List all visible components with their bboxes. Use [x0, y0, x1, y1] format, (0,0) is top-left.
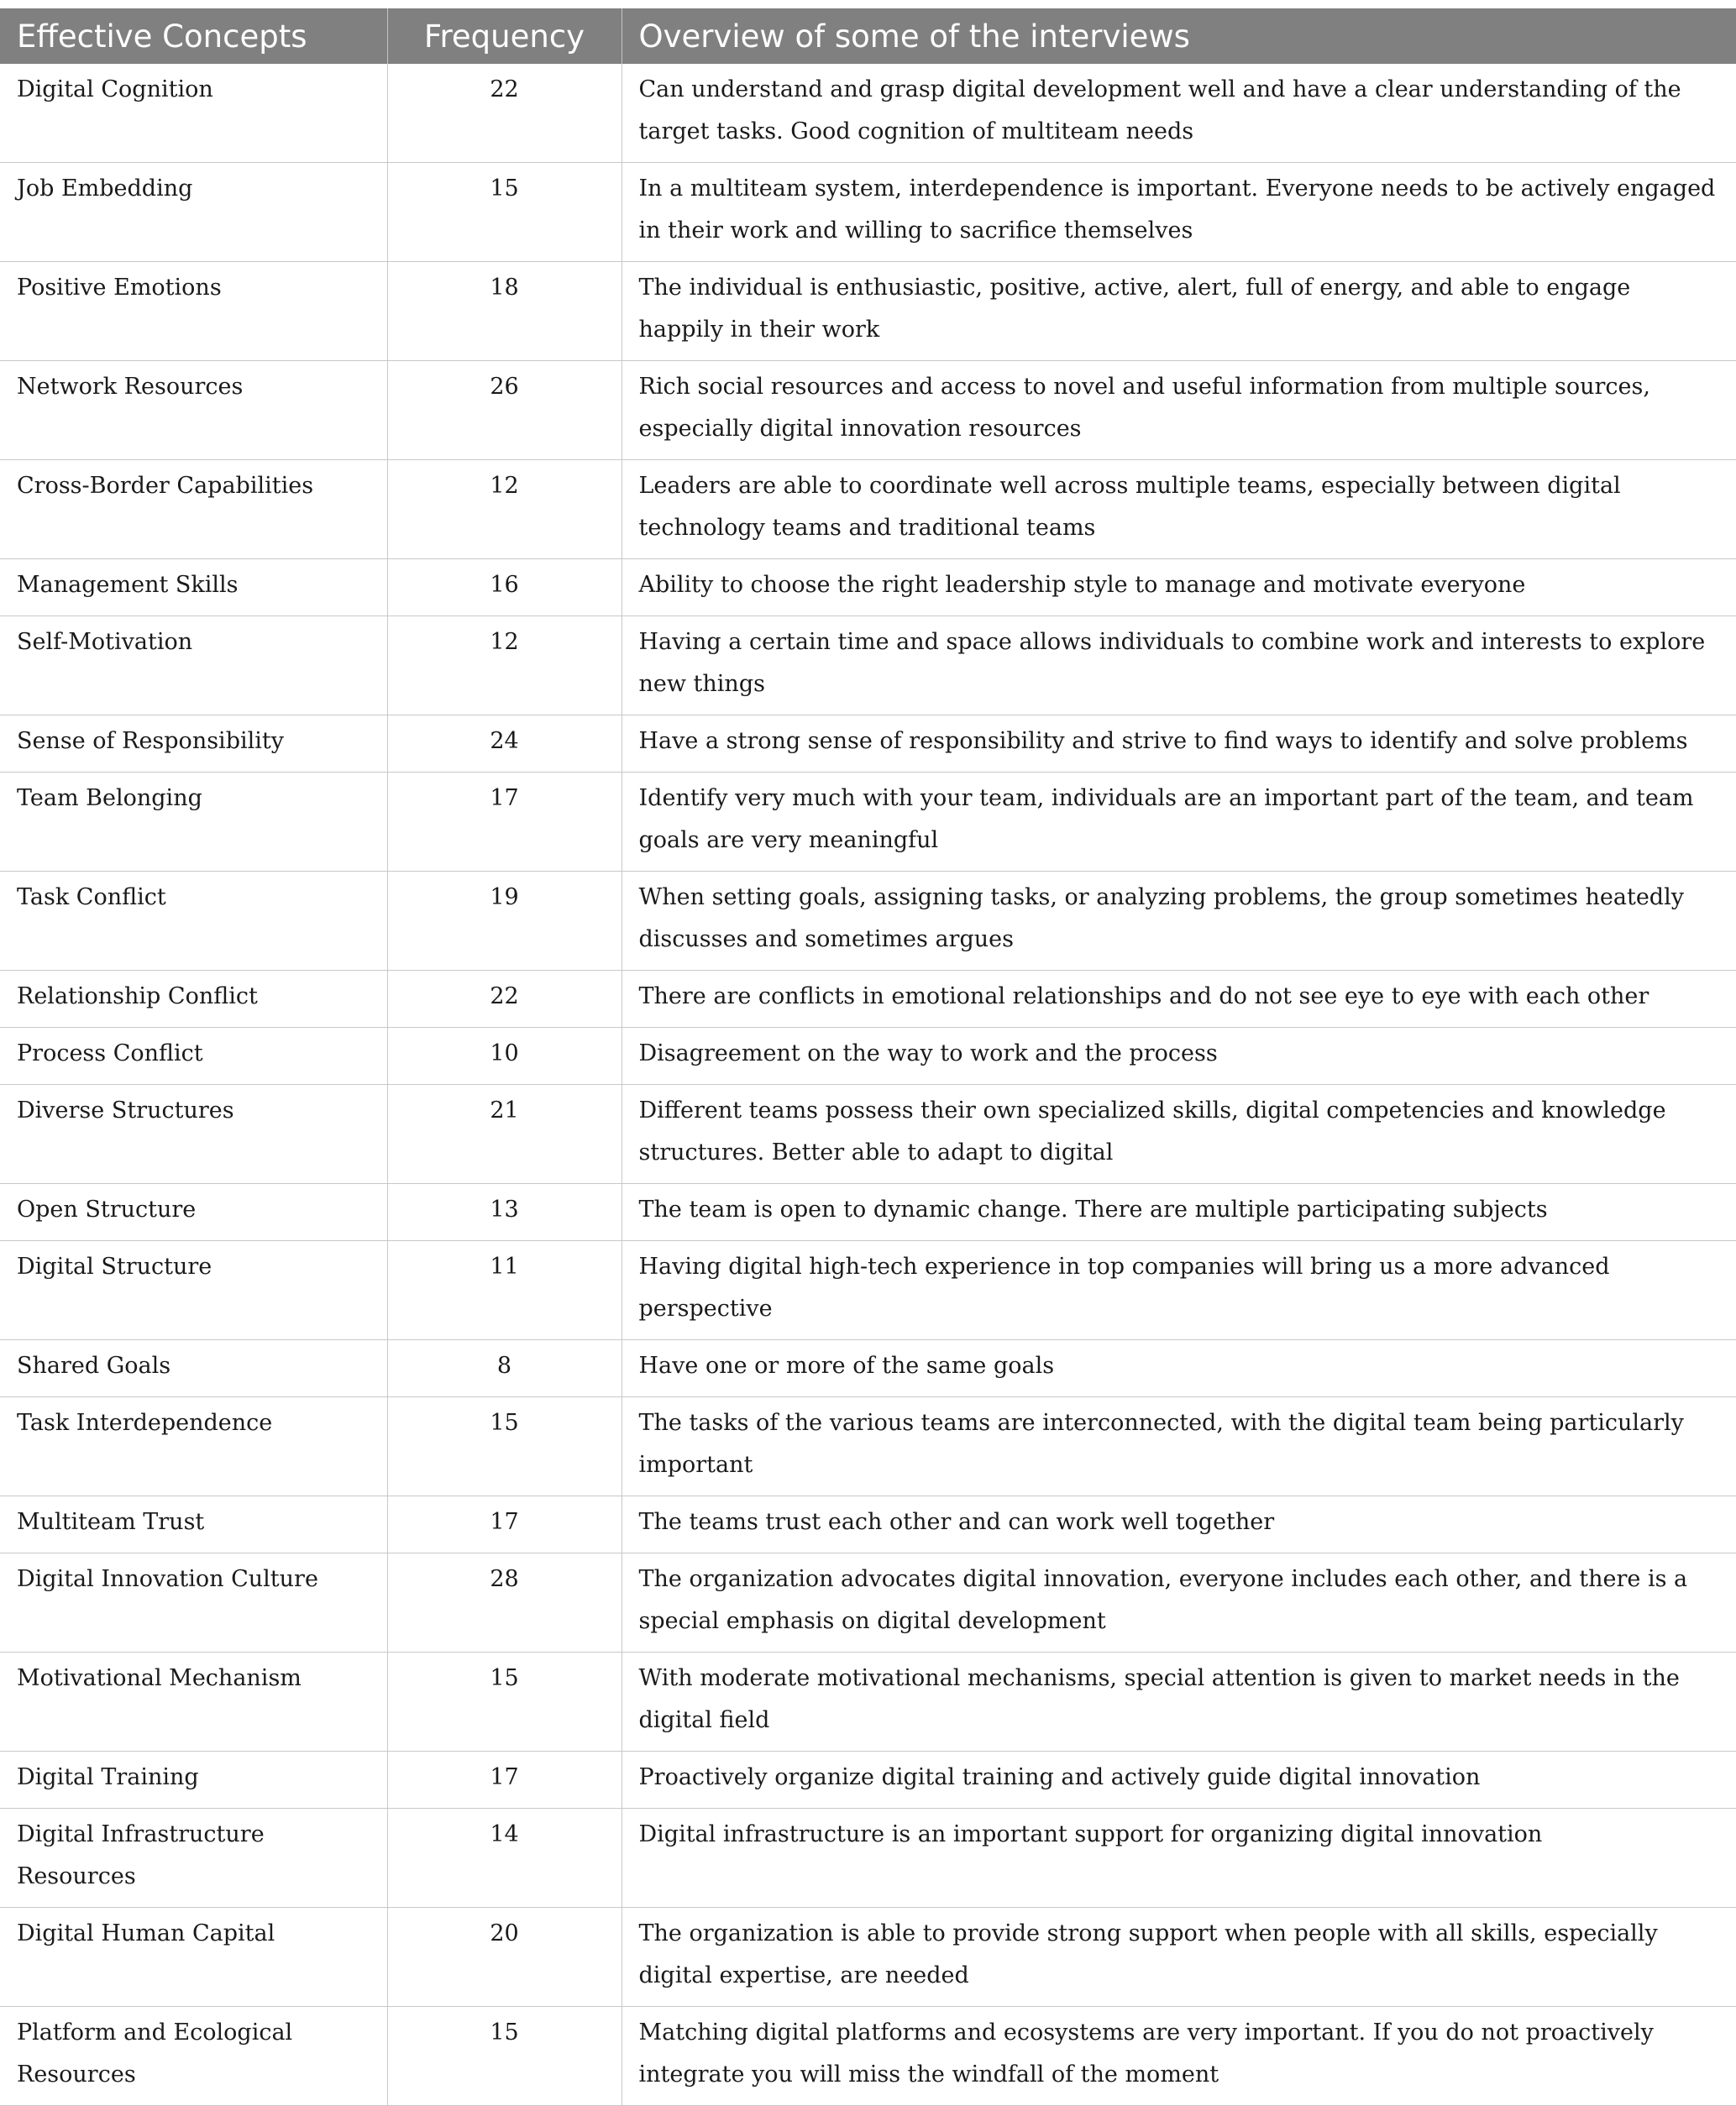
- concept-cell: Digital Infrastructure Resources: [0, 1809, 387, 1908]
- table-row: [0, 361, 1736, 460]
- concept-cell: Cross-Border Capabilities: [0, 460, 387, 559]
- table-row: [0, 1752, 1736, 1809]
- table-row: [0, 1653, 1736, 1752]
- table-row: [0, 971, 1736, 1028]
- concept-cell: Digital Human Capital: [0, 1908, 387, 2007]
- concept-cell: Open Structure: [0, 1184, 387, 1241]
- concept-cell: Platform and Ecological Resources: [0, 2007, 387, 2106]
- overview-cell: Rich social resources and access to novel and useful information from multiple sources, especially digital innovation resources: [621, 361, 1736, 460]
- overview-cell: In a multiteam system, interdependence is important. Everyone needs to be actively engaged in their work and willing to sacrifice themselves: [621, 163, 1736, 262]
- frequency-cell: 28: [387, 1553, 621, 1653]
- concept-cell: Digital Innovation Culture: [0, 1553, 387, 1653]
- concept-cell: Self-Motivation: [0, 616, 387, 715]
- header-row: [0, 8, 1736, 64]
- concept-cell: Positive Emotions: [0, 262, 387, 361]
- concepts-table: [0, 8, 1736, 2106]
- concept-cell: Process Conflict: [0, 1028, 387, 1085]
- header-effective-concepts: Effective Concepts: [0, 8, 387, 64]
- concept-cell: Task Interdependence: [0, 1397, 387, 1496]
- overview-cell: With moderate motivational mechanisms, special attention is given to market needs in the digital field: [621, 1653, 1736, 1752]
- overview-cell: There are conflicts in emotional relationships and do not see eye to eye with each other: [621, 971, 1736, 1028]
- frequency-cell: 18: [387, 262, 621, 361]
- concept-cell: Multiteam Trust: [0, 1496, 387, 1553]
- concept-cell: Network Resources: [0, 361, 387, 460]
- frequency-cell: 17: [387, 1496, 621, 1553]
- table-header: [0, 8, 1736, 64]
- overview-cell: The teams trust each other and can work well together: [621, 1496, 1736, 1553]
- table-row: [0, 1184, 1736, 1241]
- overview-cell: Having digital high-tech experience in top companies will bring us a more advanced perspective: [621, 1241, 1736, 1340]
- table-row: [0, 1028, 1736, 1085]
- table-row: [0, 262, 1736, 361]
- overview-cell: When setting goals, assigning tasks, or analyzing problems, the group sometimes heatedly discusses and sometimes argues: [621, 872, 1736, 971]
- table-row: [0, 1397, 1736, 1496]
- table-row: [0, 1809, 1736, 1908]
- overview-cell: Identify very much with your team, individuals are an important part of the team, and team goals are very meaningful: [621, 773, 1736, 872]
- header-overview: Overview of some of the interviews: [621, 8, 1736, 64]
- frequency-cell: 14: [387, 1809, 621, 1908]
- overview-cell: The organization is able to provide strong support when people with all skills, especially digital expertise, are needed: [621, 1908, 1736, 2007]
- header-frequency: Frequency: [387, 8, 621, 64]
- frequency-cell: 17: [387, 1752, 621, 1809]
- frequency-cell: 19: [387, 872, 621, 971]
- table-row: [0, 1908, 1736, 2007]
- overview-cell: Having a certain time and space allows individuals to combine work and interests to explore new things: [621, 616, 1736, 715]
- table-row: [0, 2007, 1736, 2106]
- overview-cell: The organization advocates digital innovation, everyone includes each other, and there is a special emphasis on digital development: [621, 1553, 1736, 1653]
- frequency-cell: 8: [387, 1340, 621, 1397]
- concept-cell: Job Embedding: [0, 163, 387, 262]
- overview-cell: Have a strong sense of responsibility and strive to find ways to identify and solve problems: [621, 715, 1736, 773]
- table-row: [0, 715, 1736, 773]
- frequency-cell: 11: [387, 1241, 621, 1340]
- table-row: [0, 64, 1736, 163]
- frequency-cell: 13: [387, 1184, 621, 1241]
- table-row: [0, 559, 1736, 616]
- frequency-cell: 16: [387, 559, 621, 616]
- table-row: [0, 616, 1736, 715]
- overview-cell: The team is open to dynamic change. There are multiple participating subjects: [621, 1184, 1736, 1241]
- frequency-cell: 12: [387, 616, 621, 715]
- concept-cell: Team Belonging: [0, 773, 387, 872]
- table-row: [0, 163, 1736, 262]
- concept-cell: Digital Structure: [0, 1241, 387, 1340]
- concept-cell: Task Conflict: [0, 872, 387, 971]
- frequency-cell: 15: [387, 1653, 621, 1752]
- table-row: [0, 872, 1736, 971]
- concept-cell: Diverse Structures: [0, 1085, 387, 1184]
- frequency-cell: 22: [387, 971, 621, 1028]
- concept-cell: Digital Training: [0, 1752, 387, 1809]
- frequency-cell: 15: [387, 1397, 621, 1496]
- table-row: [0, 773, 1736, 872]
- frequency-cell: 21: [387, 1085, 621, 1184]
- concept-cell: Motivational Mechanism: [0, 1653, 387, 1752]
- frequency-cell: 24: [387, 715, 621, 773]
- table-row: [0, 1553, 1736, 1653]
- overview-cell: The individual is enthusiastic, positive, active, alert, full of energy, and able to engage happily in their work: [621, 262, 1736, 361]
- frequency-cell: 17: [387, 773, 621, 872]
- overview-cell: Proactively organize digital training and actively guide digital innovation: [621, 1752, 1736, 1809]
- table-row: [0, 1241, 1736, 1340]
- frequency-cell: 22: [387, 64, 621, 163]
- overview-cell: Can understand and grasp digital development well and have a clear understanding of the target tasks. Good cognition of multiteam needs: [621, 64, 1736, 163]
- overview-cell: Matching digital platforms and ecosystems are very important. If you do not proactively integrate you will miss the windfall of the moment: [621, 2007, 1736, 2106]
- frequency-cell: 12: [387, 460, 621, 559]
- table-row: [0, 460, 1736, 559]
- overview-cell: Leaders are able to coordinate well across multiple teams, especially between digital technology teams and traditional teams: [621, 460, 1736, 559]
- overview-cell: Different teams possess their own specialized skills, digital competencies and knowledge structures. Better able to adapt to digital: [621, 1085, 1736, 1184]
- concept-cell: Shared Goals: [0, 1340, 387, 1397]
- overview-cell: Ability to choose the right leadership style to manage and motivate everyone: [621, 559, 1736, 616]
- overview-cell: Digital infrastructure is an important support for organizing digital innovation: [621, 1809, 1736, 1908]
- concept-cell: Digital Cognition: [0, 64, 387, 163]
- overview-cell: Have one or more of the same goals: [621, 1340, 1736, 1397]
- frequency-cell: 15: [387, 163, 621, 262]
- frequency-cell: 20: [387, 1908, 621, 2007]
- concept-cell: Sense of Responsibility: [0, 715, 387, 773]
- frequency-cell: 10: [387, 1028, 621, 1085]
- overview-cell: The tasks of the various teams are interconnected, with the digital team being particularly important: [621, 1397, 1736, 1496]
- overview-cell: Disagreement on the way to work and the process: [621, 1028, 1736, 1085]
- concepts-table-container: [0, 8, 1736, 2106]
- frequency-cell: 26: [387, 361, 621, 460]
- table-body: [0, 64, 1736, 2106]
- table-row: [0, 1085, 1736, 1184]
- table-row: [0, 1340, 1736, 1397]
- concept-cell: Management Skills: [0, 559, 387, 616]
- table-row: [0, 1496, 1736, 1553]
- concept-cell: Relationship Conflict: [0, 971, 387, 1028]
- frequency-cell: 15: [387, 2007, 621, 2106]
